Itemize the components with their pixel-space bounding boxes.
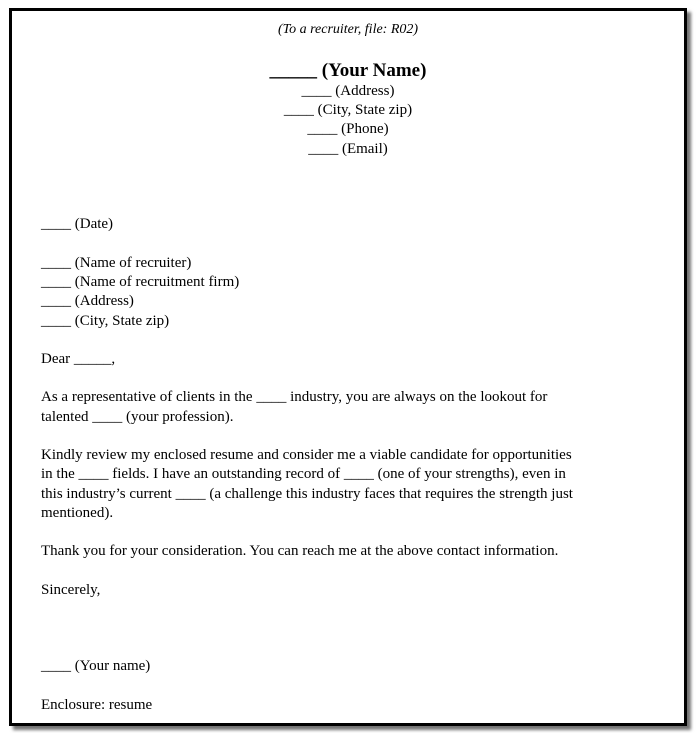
recipient-line: ____ (Address) [41, 293, 134, 309]
paragraph-line: talented ____ (your profession). [41, 409, 234, 425]
recipient-line: ____ (City, State zip) [41, 313, 170, 329]
sender-name: _____ (Your Name) [269, 60, 427, 81]
sender-email: ____ (Email) [308, 141, 388, 157]
salutation: Dear _____, [41, 351, 116, 367]
sender-phone: ____ (Phone) [307, 121, 389, 137]
signature: ____ (Your name) [41, 658, 151, 674]
closing: Sincerely, [41, 582, 101, 598]
recipient-line: ____ (Name of recruitment firm) [41, 274, 240, 290]
letter-page [9, 8, 687, 726]
file-note: (To a recruiter, file: R02) [277, 22, 419, 37]
sender-city: ____ (City, State zip) [283, 102, 413, 118]
sender-address: ____ (Address) [301, 83, 395, 99]
paragraph-line: this industry’s current ____ (a challenge this industry faces that requires the strength just [41, 486, 573, 502]
paragraph-line: in the ____ fields. I have an outstanding record of ____ (one of your strengths), even in [41, 466, 566, 482]
recipient-line: ____ (Name of recruiter) [41, 255, 192, 271]
enclosure: Enclosure: resume [41, 697, 153, 713]
paragraph-line: As a representative of clients in the ____ industry, you are always on the lookout for [41, 389, 548, 405]
paragraph-line: mentioned). [41, 505, 114, 521]
paragraph-line: Thank you for your consideration. You can reach me at the above contact information. [41, 543, 559, 559]
paragraph-line: Kindly review my enclosed resume and consider me a viable candidate for opportunities [41, 447, 572, 463]
letter-date: ____ (Date) [41, 216, 114, 232]
